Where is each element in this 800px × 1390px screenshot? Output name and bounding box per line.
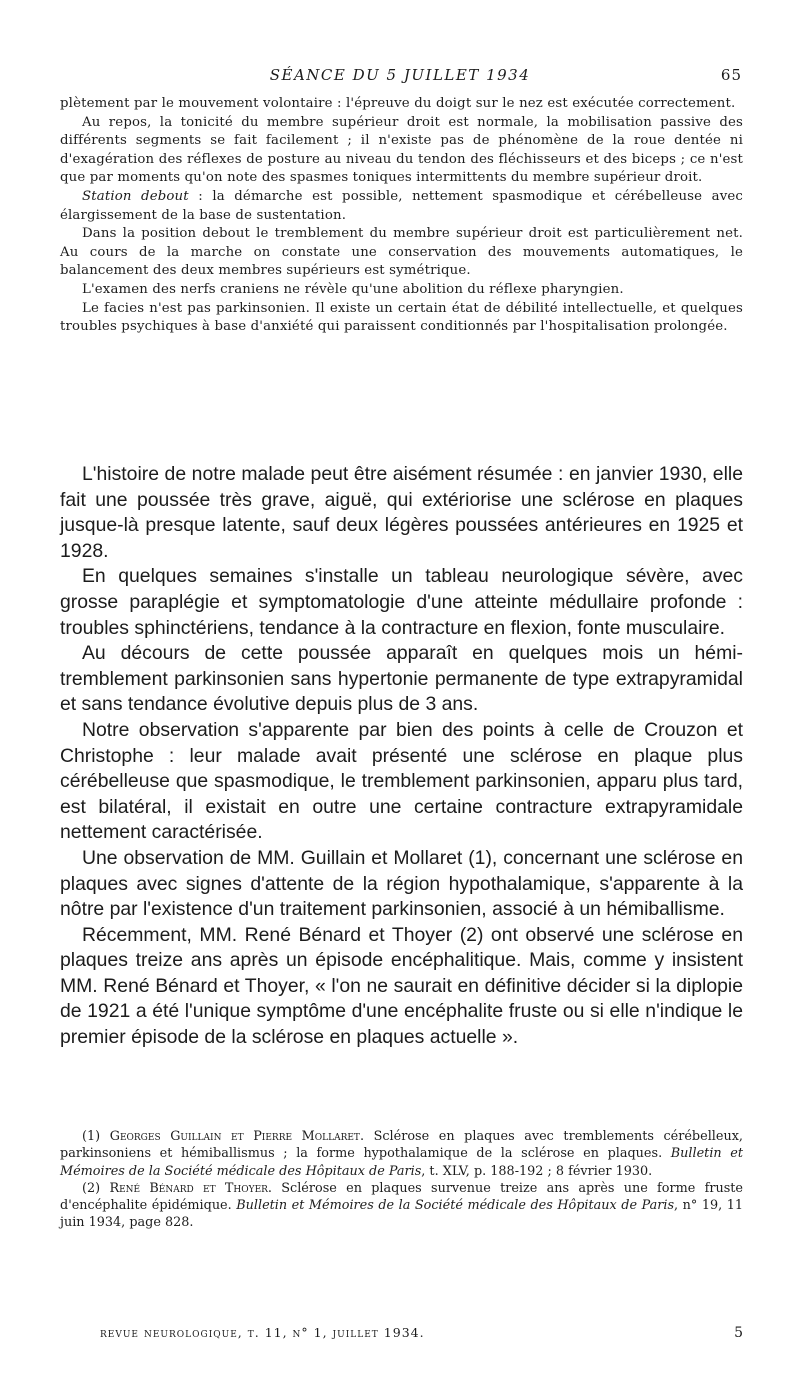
station-text: : la démarche est possible, nettement spasmodique et cérébelleuse avec élargissement de la base de sustentation.: [60, 188, 743, 223]
observation-paragraph: plètement par le mouvement volontaire : l'épreuve du doigt sur le nez est exécutée correctement.: [60, 96, 736, 111]
observation-paragraph: Dans la position debout le tremblement du membre supérieur droit est particulièrement net. Au cours de la marche on constate une conservation des mouvements automatiques, le balancement des deux membres supérieurs est symétrique.: [60, 226, 743, 279]
observation-paragraph: L'examen des nerfs craniens ne révèle qu'une abolition du réflexe pharyngien.: [82, 281, 624, 297]
signature-mark: 5: [734, 1325, 743, 1341]
footnote-source: Bulletin et Mémoires de la Société médicale des Hôpitaux de Paris: [236, 1198, 675, 1214]
station-label: Station debout: [82, 188, 189, 204]
footnote-ref: , n° 19, 11 juin 1934, page 828.: [60, 1198, 744, 1231]
discussion-paragraph: Une observation de MM. Guillain et Mollaret (1), concernant une sclérose en plaques avec signes d'attente de la région hypothalamique, s'apparente à la nôtre par l'existence d'un traitement parkinsonien, associé à un hémiballisme.: [60, 846, 743, 921]
footnote-authors: Georges Guillain et Pierre Mollaret: [109, 1129, 360, 1144]
discussion-paragraph: Notre observation s'apparente par bien des points à celle de Crouzon et Christophe : leur malade avait présenté une sclérose en plaque plus cérébelleuse que spasmodique, le tremblement parkinsonien, apparu plus tard, est bilatéral, il existait en outre une certaine contracture extrapyramidale nettement caractérisée.: [60, 718, 743, 844]
observation-paragraph: Au repos, la tonicité du membre supérieur droit est normale, la mobilisation passive des différents segments se fait facilement ; il n'existe pas de phénomène de la roue dentée ni d'exagération des réflexes de posture au niveau du tendon des fléchisseurs et des biceps ; ce n'est que par moments qu'on note des spasmes toniques intermittents du membre supérieur droit.: [60, 114, 743, 186]
footnote-marker: (2): [82, 1180, 101, 1196]
footnote: [60, 1128, 743, 1180]
footnote-ref: , t. XLV, p. 188-192 ; 8 février 1930.: [421, 1163, 653, 1179]
footnotes: [60, 1128, 743, 1232]
discussion-paragraph: L'histoire de notre malade peut être aisément résumée : en janvier 1930, elle fait une poussée très grave, aiguë, qui extériorise une sclérose en plaques jusque-là presque latente, sauf deux légères poussées antérieures en 1925 et 1928.: [60, 463, 743, 562]
discussion-paragraph: Récemment, MM. René Bénard et Thoyer (2) ont observé une sclérose en plaques treize ans après un épisode encéphalitique. Mais, comme y insistent MM. René Bénard et Thoyer, « l'on ne saurait en définitive décider si la diplopie de 1921 a été l'unique symptôme d'une encéphalite fruste ou si elle n'indique le premier épisode de la sclérose en plaques actuelle ».: [60, 923, 743, 1049]
observation-section: [60, 95, 743, 337]
footnote-source: Bulletin et Mémoires de la Société médicale des Hôpitaux de Paris: [60, 1146, 743, 1179]
footnote-text: . Sclérose en plaques survenue treize ans après une forme fruste d'encéphalite épidémique.: [60, 1180, 743, 1214]
observation-paragraph: Le facies n'est pas parkinsonien. Il existe un certain état de débilité intellectuelle, et quelques troubles psychiques à base d'anxiété qui paraissent conditionnés par l'hospitalisation prolongée.: [60, 300, 743, 335]
page-footer: [60, 1325, 743, 1347]
running-title: SÉANCE DU 5 JUILLET 1934: [269, 66, 531, 84]
page-number: 65: [720, 66, 742, 84]
discussion-paragraph: En quelques semaines s'installe un tableau neurologique sévère, avec grosse paraplégie et symptomatologie d'une atteinte médullaire profonde : troubles sphinctériens, tendance à la contracture en flexion, fonte musculaire.: [60, 565, 743, 639]
footnote-authors: René Bénard et Thoyer: [109, 1180, 268, 1196]
discussion-section: [60, 462, 743, 1051]
footnote-marker: (1): [82, 1129, 101, 1144]
journal-reference: revue neurologique, t. 11, n° 1, juillet 1934.: [100, 1325, 425, 1340]
footnote-text: . Sclérose en plaques avec tremblements cérébelleux, parkinsoniens et hémiballismus ; la forme hypothalamique de la sclérose en plaques.: [60, 1129, 743, 1162]
running-header: [0, 66, 800, 88]
discussion-paragraph: Au décours de cette poussée apparaît en quelques mois un hémi-tremblement parkinsonien sans hypertonie permanente de type extrapyramidal et sans tendance évolutive depuis plus de 3 ans.: [60, 642, 743, 716]
observation-paragraph: [60, 188, 743, 225]
footnote: [60, 1180, 743, 1232]
